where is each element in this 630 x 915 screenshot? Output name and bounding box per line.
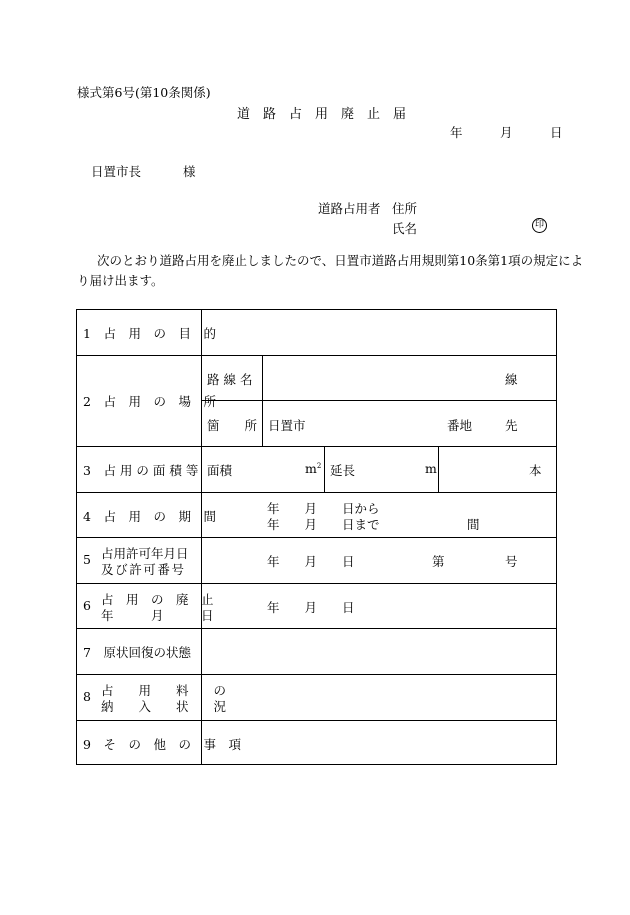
- count-unit: 本: [529, 463, 542, 478]
- sub-label-divider: [262, 355, 263, 446]
- place-label: 箇 所: [207, 418, 258, 433]
- place-banchi: 番地: [447, 418, 473, 433]
- form-title: 道 路 占 用 廃 止 届: [237, 107, 407, 122]
- row9-label: 9 そ の 他 の 事 項: [83, 737, 241, 752]
- row2-label: 2 占 用 の 場 所: [83, 394, 216, 409]
- row-divider: [77, 720, 556, 721]
- permit-dai: 第: [432, 554, 445, 569]
- route-suffix: 線: [505, 372, 518, 387]
- place-city: 日置市: [268, 418, 306, 433]
- row7-label: 7 原状回復の状態: [83, 645, 191, 660]
- row6-label-line2: 年 月 日: [101, 608, 214, 623]
- row8-label-line2: 納 入 状 況: [101, 699, 227, 714]
- row-divider: [77, 537, 556, 538]
- row8-number: 8: [83, 689, 91, 704]
- declaration-text: [77, 251, 584, 291]
- addressee-honorific: 様: [183, 164, 196, 179]
- declaration-line-2: り届け出ます。: [77, 273, 164, 288]
- declaration-line-1: 次のとおり道路占用を廃止しましたので、日置市道路占用規則第10条第1項の規定によ: [97, 253, 584, 268]
- area-unit-base: m: [305, 461, 317, 476]
- row5-label-line2: 及び許可番号: [101, 562, 186, 577]
- length-unit: m: [425, 461, 437, 476]
- submission-date: 年 月 日: [450, 125, 563, 140]
- length-count-divider: [438, 446, 439, 492]
- length-label: 延長: [330, 463, 356, 478]
- seal-mark: 印: [532, 218, 547, 233]
- period-to: 年 月 日まで: [267, 517, 380, 532]
- row5-number: 5: [83, 552, 91, 567]
- route-name-label: 路 線 名: [207, 372, 253, 387]
- name-label: 氏名: [392, 221, 418, 236]
- area-unit-exponent: 2: [316, 461, 322, 470]
- row-divider: [77, 355, 556, 356]
- applicant-label: 道路占用者: [318, 201, 381, 216]
- period-from: 年 月 日から: [267, 501, 380, 516]
- place-saki: 先: [505, 418, 518, 433]
- row-divider: [77, 674, 556, 675]
- row8-label-line1: 占 用 料 の: [101, 683, 227, 698]
- addressee: 日置市長: [91, 164, 142, 179]
- form-number: 様式第6号(第10条関係): [77, 85, 211, 100]
- row-divider: [77, 492, 556, 493]
- row1-label: 1 占 用 の 目 的: [83, 326, 216, 341]
- period-duration: 間: [467, 517, 480, 532]
- permit-go: 号: [505, 554, 518, 569]
- area-unit: [305, 461, 321, 476]
- area-length-divider: [324, 446, 325, 492]
- area-label: 面積: [207, 463, 233, 478]
- occupancy-form-table: [76, 309, 557, 765]
- row-divider: [77, 628, 556, 629]
- row3-label: 3 占 用 の 面 積 等: [83, 463, 199, 478]
- row6-number: 6: [83, 598, 91, 613]
- abolition-date: 年 月 日: [267, 600, 355, 615]
- row4-label: 4 占 用 の 期 間: [83, 509, 216, 524]
- row-divider: [77, 446, 556, 447]
- row-divider: [77, 583, 556, 584]
- row5-label-line1: 占用許可年月日: [101, 546, 189, 561]
- row6-label-line1: 占 用 の 廃 止: [101, 592, 214, 607]
- sub-row-divider: [201, 400, 556, 401]
- permit-date: 年 月 日: [267, 554, 355, 569]
- address-label: 住所: [392, 201, 418, 216]
